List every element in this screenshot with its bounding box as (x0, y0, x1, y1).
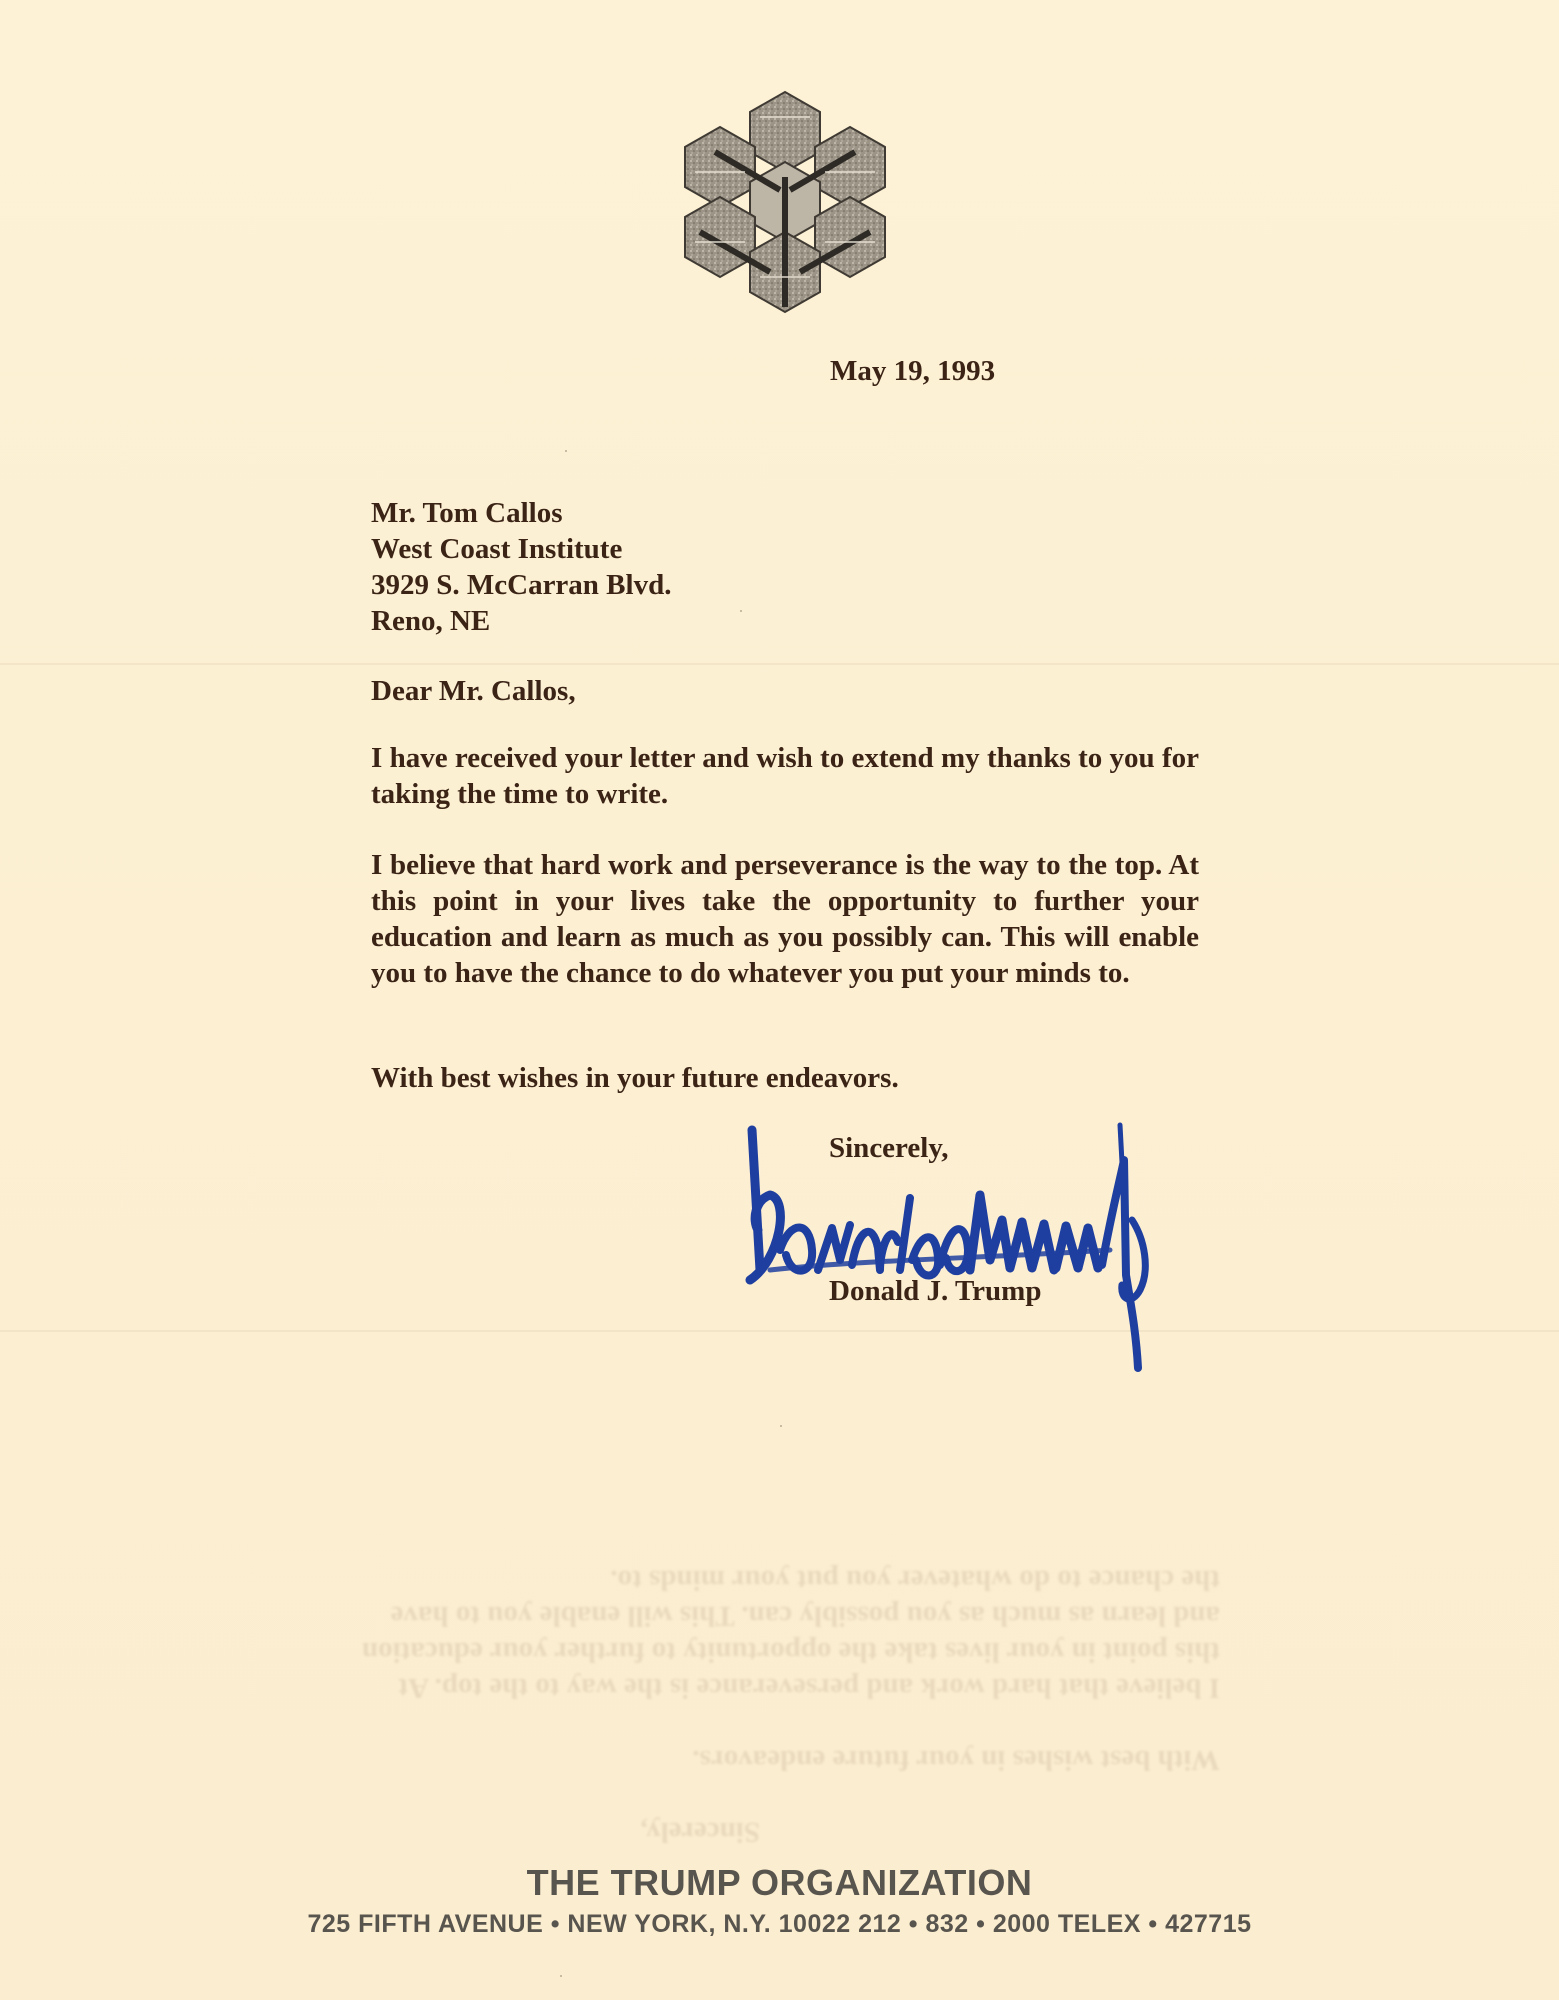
show-through-line: Sincerely, (640, 1816, 760, 1848)
paper-speck (780, 1425, 782, 1427)
handwritten-signature-icon (740, 1100, 1180, 1375)
paper-speck (740, 610, 742, 612)
valediction: Sincerely, (829, 1132, 949, 1164)
body-paragraph: I have received your letter and wish to extend my thanks to you for taking the time to write. (371, 742, 1199, 810)
fold-line (0, 663, 1559, 665)
recipient-address (371, 495, 671, 639)
paper-speck (560, 1975, 562, 1977)
recipient-name: Mr. Tom Callos (371, 497, 563, 529)
organization-name: THE TRUMP ORGANIZATION (526, 1862, 1033, 1903)
show-through-line: I believe that hard work and perseverance is the way to the top. At this point in your lives take the opportunity to further your education and learn as much as you possibly can. This will enable you to have the chance to do whatever you put your minds to. (362, 1564, 1220, 1704)
organization-address: 725 FIFTH AVENUE • NEW YORK, N.Y. 10022 212 • 832 • 2000 TELEX • 427715 (307, 1910, 1252, 1938)
signer-name: Donald J. Trump (829, 1275, 1042, 1307)
recipient-city: Reno, NE (371, 605, 491, 637)
letter-date: May 19, 1993 (830, 355, 996, 387)
paper-speck (565, 450, 567, 452)
interlocking-cube-logo-icon (660, 82, 910, 322)
recipient-street: 3929 S. McCarran Blvd. (371, 569, 672, 601)
body-paragraph: I believe that hard work and perseverance is the way to the top. At this point in your lives take the opportunity to further your education and learn as much as you possibly can. This will enable you to have the chance to do whatever you put your minds to. (371, 849, 1199, 989)
closing-line: With best wishes in your future endeavors. (371, 1062, 899, 1094)
salutation: Dear Mr. Callos, (371, 675, 576, 707)
show-through-line: With best wishes in your future endeavors. (692, 1744, 1220, 1776)
show-through-text (360, 1490, 1220, 1850)
recipient-organization: West Coast Institute (371, 533, 623, 565)
